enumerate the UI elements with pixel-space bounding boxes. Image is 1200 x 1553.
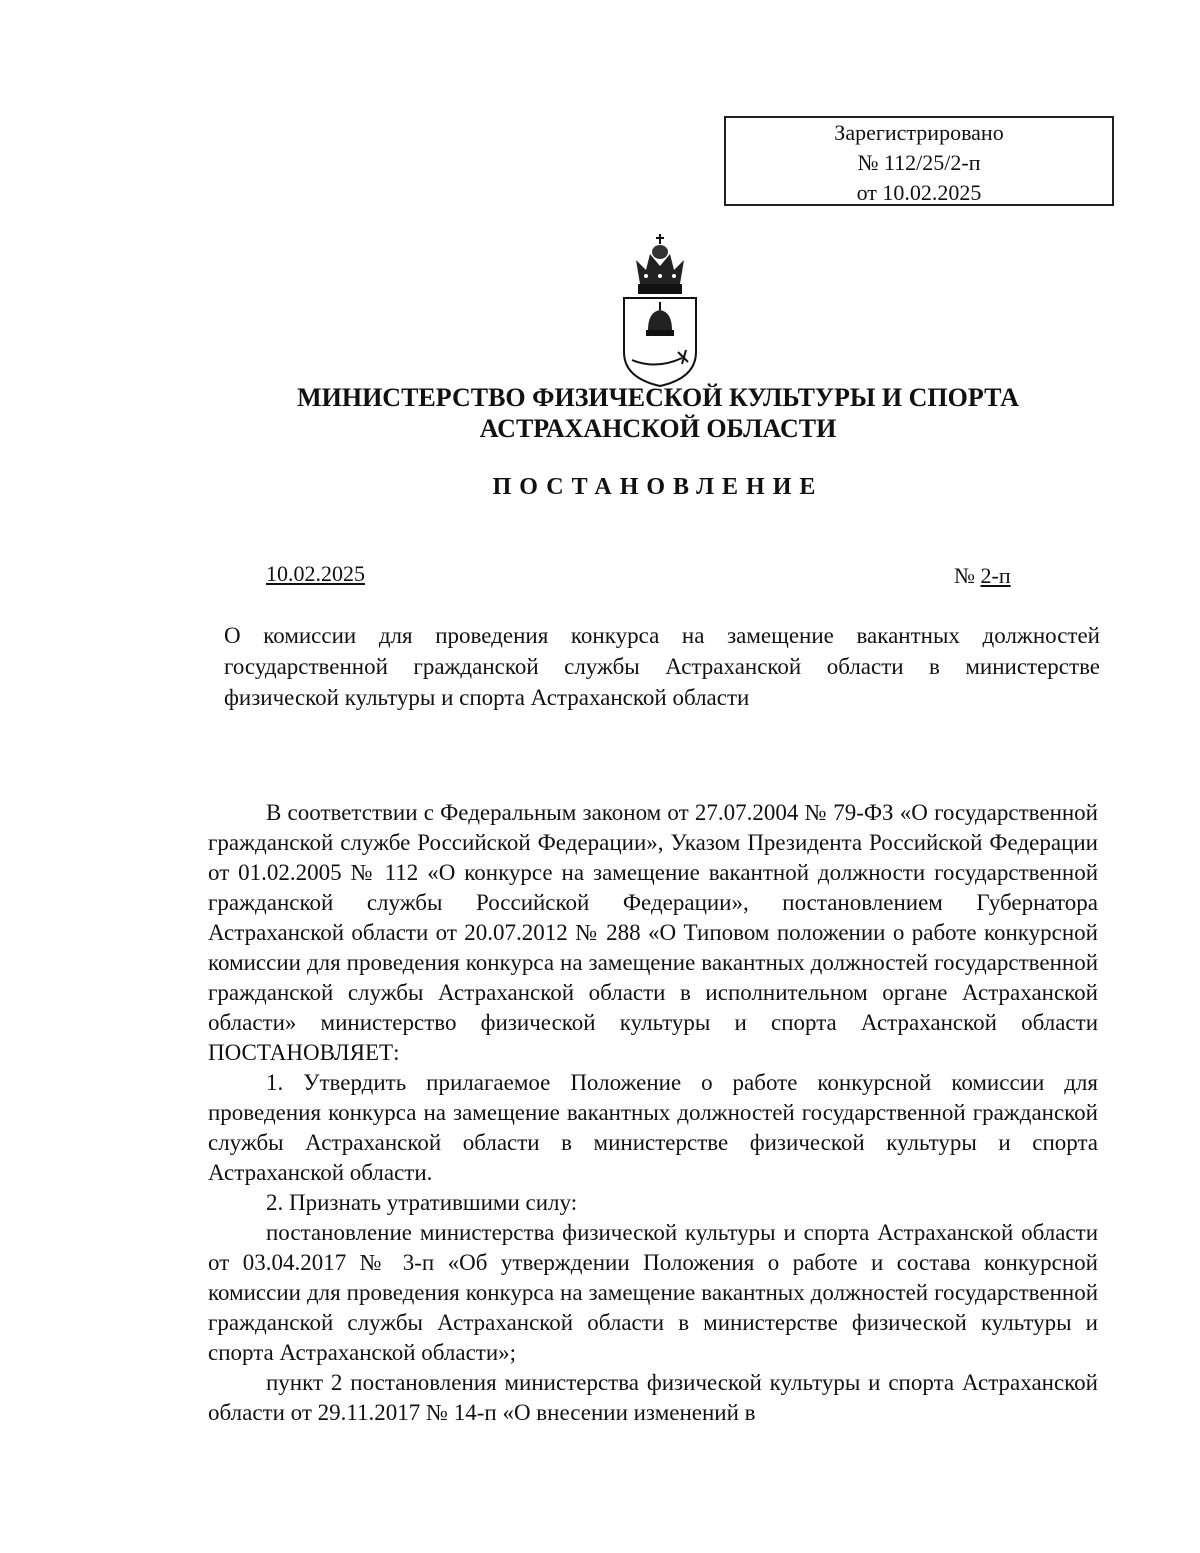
document-body	[208, 798, 1098, 1428]
paragraph-repealed-1: постановление министерства физической культуры и спорта Астраханской области от 03.04.2017 № 3-п «Об утверждении Положения о работе и состава конкурсной комиссии для проведения конкурса на замещение вакантных должностей государственной гражданской службы Астраханской области в министерстве физической культуры и спорта Астраханской области»;	[208, 1220, 1098, 1365]
document-date: 10.02.2025	[266, 561, 365, 586]
paragraph-item-1: 1. Утвердить прилагаемое Положение о работе конкурсной комиссии для проведения конкурса на замещение вакантных должностей государственной гражданской службы Астраханской области в министерстве физической культуры и спорта Астраханской области.	[208, 1070, 1098, 1185]
document-number	[954, 563, 1011, 589]
astrakhan-coat-of-arms-icon	[616, 232, 704, 388]
number-value: 2-п	[980, 563, 1011, 588]
ministry-line-1: МИНИСТЕРСТВО ФИЗИЧЕСКОЙ КУЛЬТУРЫ И СПОРТА	[297, 383, 1019, 412]
paragraph-item-2: 2. Признать утратившими силу:	[266, 1190, 578, 1215]
number-prefix: №	[954, 563, 981, 588]
ministry-line-2: АСТРАХАНСКОЙ ОБЛАСТИ	[479, 414, 837, 443]
document-type: ПОСТАНОВЛЕНИЕ	[492, 474, 824, 500]
registration-date: от 10.02.2025	[856, 180, 982, 205]
paragraph-preamble: В соответствии с Федеральным законом от 27.07.2004 № 79-ФЗ «О государственной гражданской службе Российской Федерации», Указом Президента Российской Федерации от 01.02.2005 № 112 «О конкурсе на замещение вакантной должности государственной гражданской службы Российской Федерации», постановлением Губернатора Астраханской области от 20.07.2012 № 288 «О Типовом положении о работе конкурсной комиссии для проведения конкурса на замещение вакантных должностей государственной гражданской службы Астраханской области в исполнительном органе Астраханской области» министерство физической культуры и спорта Астраханской области ПОСТАНОВЛЯЕТ:	[208, 800, 1098, 1065]
paragraph-repealed-2: пункт 2 постановления министерства физической культуры и спорта Астраханской области от 29.11.2017 № 14-п «О внесении изменений в	[208, 1370, 1098, 1425]
ministry-name	[200, 382, 1116, 444]
registration-number: № 112/25/2-п	[857, 150, 981, 175]
registration-label: Зарегистрировано	[834, 120, 1004, 145]
registration-stamp	[724, 116, 1114, 206]
document-subject: О комиссии для проведения конкурса на замещение вакантных должностей государственной гражданской службы Астраханской области в министерстве физической культуры и спорта Астраханской области	[224, 623, 1100, 710]
